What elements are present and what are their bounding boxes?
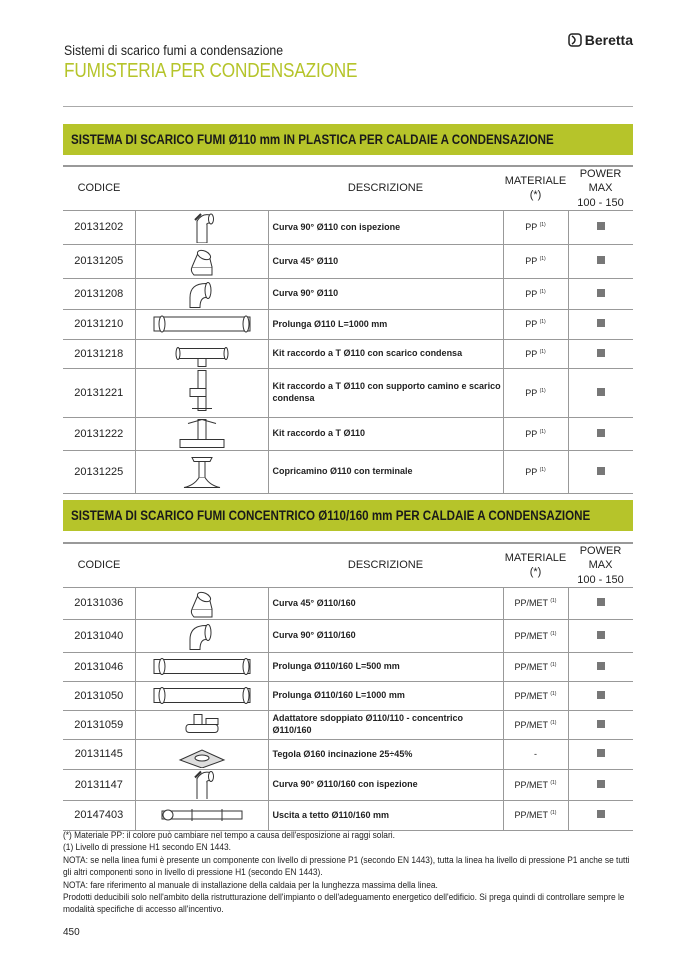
- material: PP: [525, 256, 538, 267]
- material-note: (1): [539, 348, 546, 355]
- material-note: (1): [539, 387, 546, 394]
- col-power: [568, 166, 633, 210]
- material: PP: [525, 319, 538, 330]
- elbow-inspection-icon: [147, 211, 257, 243]
- material-note: (1): [539, 256, 546, 263]
- material-note: (1): [550, 719, 557, 726]
- material-note: (1): [550, 661, 557, 668]
- table-row: [63, 681, 633, 710]
- material: PP: [525, 466, 538, 477]
- material: PP: [525, 222, 538, 233]
- footnote: NOTA: fare riferimento al manuale di installazione della caldaia per la lunghezza massima della linea.: [63, 879, 438, 890]
- tee-icon: [147, 418, 257, 449]
- product-code: 20147403: [63, 800, 135, 830]
- table-header: [63, 166, 633, 210]
- availability-square-icon: [597, 691, 605, 699]
- availability-square-icon: [597, 256, 605, 264]
- col-descrizione: DESCRIZIONE: [268, 543, 503, 587]
- pipe-icon: [147, 653, 257, 680]
- material: PP/MET: [514, 779, 548, 790]
- availability-square-icon: [597, 429, 605, 437]
- product-code: 20131221: [63, 368, 135, 417]
- table-row: [63, 619, 633, 652]
- availability-square-icon: [597, 222, 605, 230]
- material: PP/MET: [514, 598, 548, 609]
- product-code: 20131036: [63, 587, 135, 619]
- col-materiale: MATERIALE (*): [503, 543, 568, 587]
- availability-square-icon: [597, 598, 605, 606]
- logo-text: Beretta: [584, 32, 633, 48]
- material: PP: [525, 348, 538, 359]
- material-note: (1): [539, 319, 546, 326]
- footnotes: [63, 829, 635, 916]
- section-1-title-band: [63, 124, 633, 155]
- tee-drain-icon: [147, 340, 257, 367]
- availability-square-icon: [597, 349, 605, 357]
- product-description: Tegola Ø160 incinazione 25÷45%: [268, 739, 503, 769]
- section-1-table: [63, 165, 633, 494]
- material-note: (1): [550, 690, 557, 697]
- product-code: 20131202: [63, 210, 135, 244]
- availability-square-icon: [597, 749, 605, 757]
- product-code: 20131218: [63, 339, 135, 368]
- availability-square-icon: [597, 319, 605, 327]
- material: PP/MET: [514, 690, 548, 701]
- material: PP/MET: [514, 661, 548, 672]
- col-descrizione: DESCRIZIONE: [268, 166, 503, 210]
- material-note: (1): [550, 598, 557, 605]
- product-code: 20131145: [63, 739, 135, 769]
- page-number: 450: [63, 927, 80, 938]
- page-subtitle: Sistemi di scarico fumi a condensazione: [64, 42, 284, 58]
- product-description: Prolunga Ø110/160 L=1000 mm: [268, 681, 503, 710]
- footnote: Prodotti deducibili solo nell'ambito della ristrutturazione dell'impianto o dell'adeguamento energetico dell'edificio. Si prega quindi di controllare sempre le modalità specifiche di accesso all'incentivo.: [63, 892, 625, 915]
- page-title: FUMISTERIA PER CONDENSAZIONE: [64, 60, 358, 82]
- material-note: (1): [539, 222, 546, 229]
- roof-tile-icon: [147, 740, 257, 768]
- footnote: (*) Materiale PP: il colore può cambiare nel tempo a causa dell'esposizione ai raggi solari.: [63, 830, 395, 840]
- material: PP: [525, 387, 538, 398]
- material: PP: [525, 288, 538, 299]
- availability-square-icon: [597, 467, 605, 475]
- product-description: Kit raccordo a T Ø110 con scarico condensa: [268, 339, 503, 368]
- product-description: Kit raccordo a T Ø110 con supporto camino e scarico condensa: [268, 368, 503, 417]
- col-image: [135, 543, 268, 587]
- col-power: [568, 543, 633, 587]
- availability-square-icon: [597, 810, 605, 818]
- product-description: Uscita a tetto Ø110/160 mm: [268, 800, 503, 830]
- power-label: POWER MAX: [579, 545, 622, 572]
- table-row: [63, 309, 633, 339]
- material: PP/MET: [514, 719, 548, 730]
- power-range: 100 - 150: [577, 196, 624, 209]
- table-row: [63, 417, 633, 450]
- section-2-table: [63, 542, 633, 831]
- logo-icon: [568, 33, 582, 47]
- availability-square-icon: [597, 662, 605, 670]
- table-row: [63, 739, 633, 769]
- pipe-icon: [147, 682, 257, 709]
- product-description: Prolunga Ø110/160 L=500 mm: [268, 652, 503, 681]
- table-row: [63, 368, 633, 417]
- table-row: [63, 450, 633, 493]
- product-description: Curva 90° Ø110/160 con ispezione: [268, 769, 503, 800]
- material: PP/MET: [514, 630, 548, 641]
- material-note: (1): [550, 779, 557, 786]
- table-row: [63, 278, 633, 309]
- elbow-45-icon: [147, 245, 257, 277]
- table-header: [63, 543, 633, 587]
- product-code: 20131208: [63, 278, 135, 309]
- section-2-title: SISTEMA DI SCARICO FUMI CONCENTRICO Ø110/160 mm PER CALDAIE A CONDENSAZIONE: [71, 508, 591, 523]
- product-code: 20131147: [63, 769, 135, 800]
- product-description: Kit raccordo a T Ø110: [268, 417, 503, 450]
- col-codice: CODICE: [63, 543, 135, 587]
- table-row: [63, 210, 633, 244]
- availability-square-icon: [597, 720, 605, 728]
- material: PP: [525, 428, 538, 439]
- chimney-cap-icon: [147, 451, 257, 492]
- section-1-title: SISTEMA DI SCARICO FUMI Ø110 mm IN PLASTICA PER CALDAIE A CONDENSAZIONE: [71, 132, 554, 147]
- col-image: [135, 166, 268, 210]
- table-row: [63, 800, 633, 830]
- elbow-45-icon: [147, 588, 257, 618]
- material: PP/MET: [514, 810, 548, 821]
- product-code: 20131225: [63, 450, 135, 493]
- roof-terminal-icon: [147, 801, 257, 829]
- availability-square-icon: [597, 388, 605, 396]
- material-note: (1): [539, 288, 546, 295]
- table-row: [63, 710, 633, 739]
- product-description: Copricamino Ø110 con terminale: [268, 450, 503, 493]
- footnote: NOTA: se nella linea fumi è presente un componente con livello di pressione P1 (secondo EN 1443), tutta la linea ha livello di pressione P1 anche se tutti gli altri componenti sono in livello di pressione H1 (secondo EN 1443).: [63, 854, 630, 878]
- product-description: Adattatore sdoppiato Ø110/110 - concentrico Ø110/160: [268, 710, 503, 739]
- product-description: Curva 90° Ø110: [268, 278, 503, 309]
- material-note: (1): [550, 630, 557, 637]
- product-description: Curva 90° Ø110 con ispezione: [268, 210, 503, 244]
- material-note: (1): [539, 466, 546, 473]
- product-code: 20131050: [63, 681, 135, 710]
- product-code: 20131040: [63, 619, 135, 652]
- elbow-90-icon: [147, 279, 257, 308]
- product-description: Curva 90° Ø110/160: [268, 619, 503, 652]
- adapter-icon: [147, 711, 257, 738]
- tee-support-icon: [147, 369, 257, 416]
- material-note: (1): [550, 810, 557, 817]
- table-row: [63, 587, 633, 619]
- table-row: [63, 339, 633, 368]
- product-description: Curva 45° Ø110/160: [268, 587, 503, 619]
- material-note: (1): [539, 428, 546, 435]
- beretta-logo: [568, 32, 633, 48]
- product-description: Prolunga Ø110 L=1000 mm: [268, 309, 503, 339]
- pipe-icon: [147, 310, 257, 338]
- material: -: [534, 749, 537, 760]
- availability-square-icon: [597, 780, 605, 788]
- table-row: [63, 244, 633, 278]
- product-code: 20131222: [63, 417, 135, 450]
- section-2-title-band: [63, 500, 633, 531]
- table-row: [63, 652, 633, 681]
- power-range: 100 - 150: [577, 573, 624, 586]
- availability-square-icon: [597, 289, 605, 297]
- header-divider: [63, 106, 633, 107]
- product-code: 20131210: [63, 309, 135, 339]
- elbow-90-icon: [147, 620, 257, 651]
- col-materiale: MATERIALE (*): [503, 166, 568, 210]
- product-description: Curva 45° Ø110: [268, 244, 503, 278]
- product-code: 20131046: [63, 652, 135, 681]
- col-codice: CODICE: [63, 166, 135, 210]
- power-label: POWER MAX: [579, 168, 622, 195]
- table-row: [63, 769, 633, 800]
- availability-square-icon: [597, 631, 605, 639]
- product-code: 20131059: [63, 710, 135, 739]
- footnote: (1) Livello di pressione H1 secondo EN 1443.: [63, 842, 231, 853]
- elbow-inspection-icon: [147, 770, 257, 799]
- product-code: 20131205: [63, 244, 135, 278]
